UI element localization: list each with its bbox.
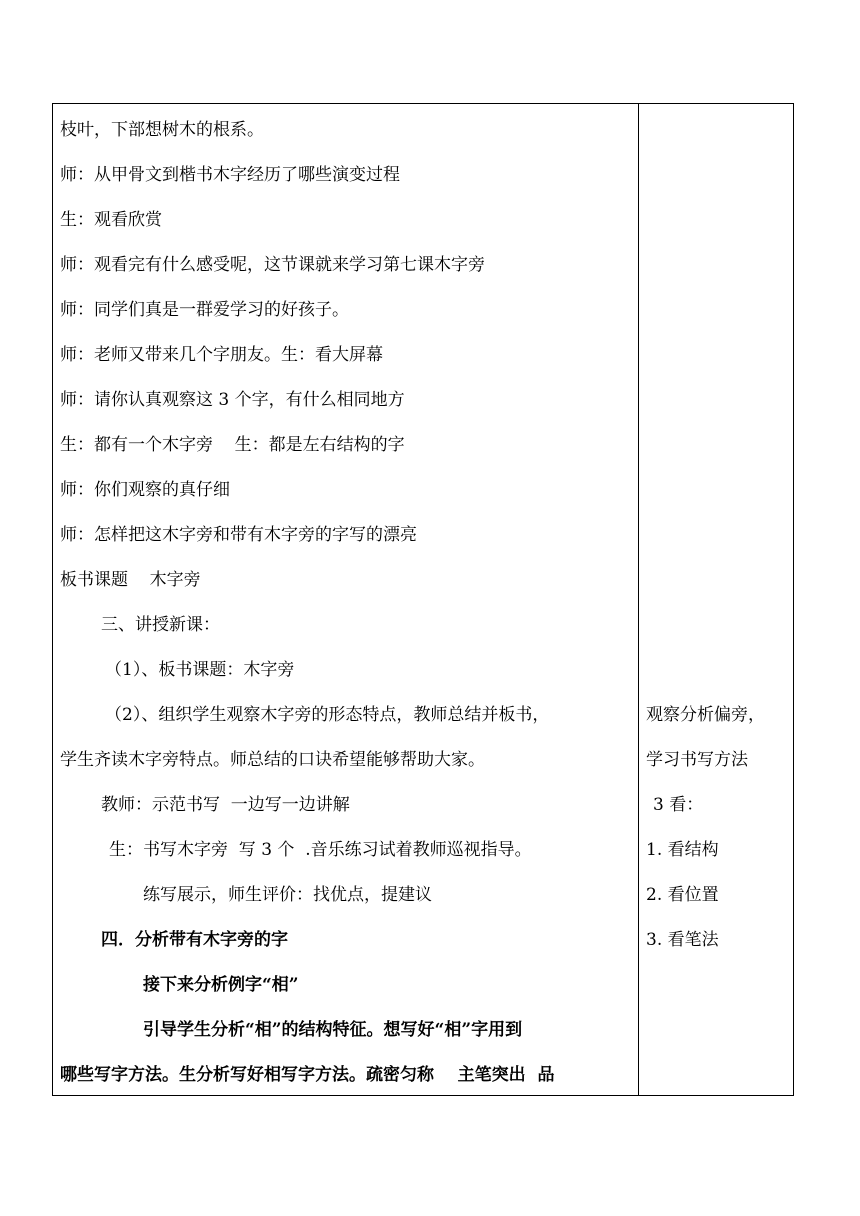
main-text-line: 师：老师又带来几个字朋友。生：看大屏幕 <box>60 345 383 365</box>
main-text-line: （1）、板书课题：木字旁 <box>105 660 295 680</box>
main-text-line: 哪些写字方法。生分析写好相写字方法。疏密匀称 主笔突出 品 <box>60 1065 555 1085</box>
main-text-line: 学生齐读木字旁特点。师总结的口诀希望能够帮助大家。 <box>60 750 485 770</box>
main-text-line: 引导学生分析“相”的结构特征。想写好“相”字用到 <box>143 1020 523 1040</box>
main-text-line: 师：同学们真是一群爱学习的好孩子。 <box>60 300 349 320</box>
main-text-line: 练写展示，师生评价：找优点，提建议 <box>143 885 432 905</box>
main-text-line: 接下来分析例字“相” <box>143 975 299 995</box>
main-text-line: 师：怎样把这木字旁和带有木字旁的字写的漂亮 <box>60 525 417 545</box>
main-text-line: 四．分析带有木字旁的字 <box>101 930 288 950</box>
side-note-line: 观察分析偏旁， <box>646 705 765 725</box>
side-note-line: 3. 看笔法 <box>646 930 719 950</box>
main-text-line: 师：从甲骨文到楷书木字经历了哪些演变过程 <box>60 165 400 185</box>
side-note-line: 3 看： <box>653 795 704 815</box>
main-text-line: 师：你们观察的真仔细 <box>60 480 230 500</box>
side-note-line: 2. 看位置 <box>646 885 719 905</box>
column-divider <box>638 104 639 1095</box>
main-text-line: 教师：示范书写 一边写一边讲解 <box>101 795 350 815</box>
main-text-line: （2）、组织学生观察木字旁的形态特点，教师总结并板书， <box>105 705 550 725</box>
lesson-plan-table <box>52 103 794 1096</box>
main-text-line: 板书课题 木字旁 <box>60 570 201 590</box>
side-note-line: 学习书写方法 <box>646 750 748 770</box>
main-text-line: 三、讲授新课： <box>101 615 220 635</box>
main-text-line: 师：请你认真观察这 3 个字，有什么相同地方 <box>60 390 405 410</box>
side-note-line: 1. 看结构 <box>646 840 719 860</box>
main-text-line: 生：观看欣赏 <box>60 210 162 230</box>
main-text-line: 枝叶，下部想树木的根系。 <box>60 120 264 140</box>
main-text-line: 生：都有一个木字旁 生：都是左右结构的字 <box>60 435 405 455</box>
main-text-line: 师：观看完有什么感受呢，这节课就来学习第七课木字旁 <box>60 255 485 275</box>
main-text-line: 生：书写木字旁 写 3 个 .音乐练习试着教师巡视指导。 <box>109 840 532 860</box>
